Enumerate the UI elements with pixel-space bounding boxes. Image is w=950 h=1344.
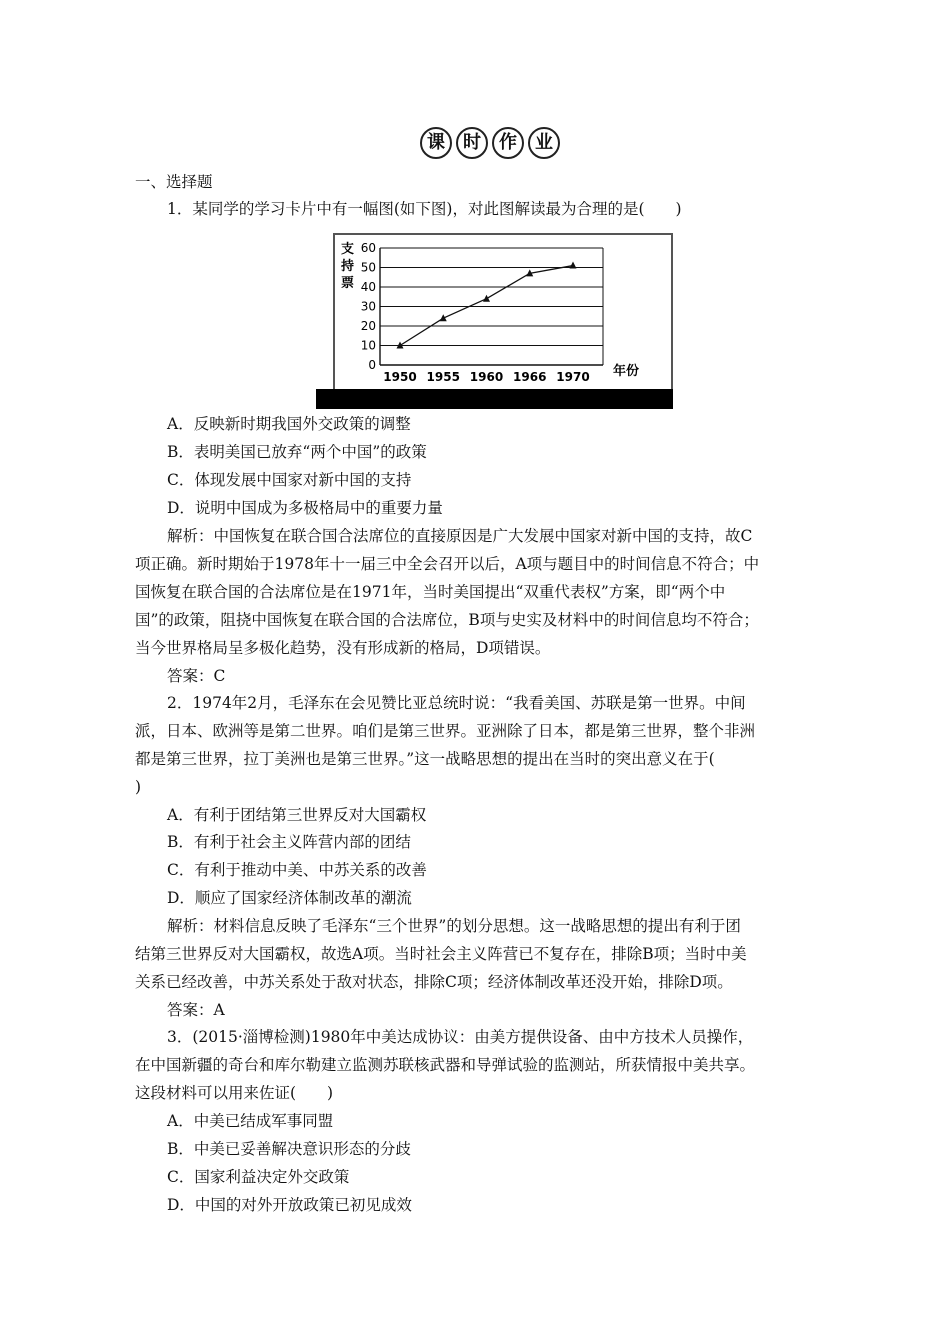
page-title — [420, 127, 560, 159]
q1-analysis-line: 当今世界格局呈多极化趋势，没有形成新的格局，D项错误。 — [135, 639, 551, 657]
q3-stem-line: 3．(2015·淄博检测)1980年中美达成协议：由美方提供设备、由中方技术人员操作， — [167, 1028, 754, 1046]
y-tick-label: 60 — [360, 241, 376, 255]
series-line — [400, 266, 573, 346]
x-tick-label: 1950 — [383, 370, 417, 384]
y-axis-label-char: 持 — [341, 259, 355, 274]
title-char: 课 — [420, 127, 452, 159]
y-tick-label: 10 — [360, 338, 376, 353]
y-axis-label — [341, 241, 354, 291]
q3-option-c: C．国家利益决定外交政策 — [167, 1168, 350, 1186]
q2-option-d: D．顺应了国家经济体制改革的潮流 — [167, 889, 412, 907]
q2-option-a: A．有利于团结第三世界反对大国霸权 — [167, 806, 427, 824]
x-tick-label: 1966 — [513, 370, 547, 384]
q3-option-b: B．中美已妥善解决意识形态的分歧 — [167, 1140, 411, 1158]
q3-option-a: A．中美已结成军事同盟 — [167, 1112, 334, 1130]
title-char: 作 — [492, 127, 524, 159]
y-tick-label: 0 — [368, 358, 376, 372]
x-tick-label: 1960 — [469, 370, 504, 384]
q3-option-d: D．中国的对外开放政策已初见成效 — [167, 1196, 412, 1214]
q2-analysis-line: 解析：材料信息反映了毛泽东“三个世界”的划分思想。这一战略思想的提出有利于团 — [167, 917, 741, 935]
q2-stem-line: 派，日本、欧洲等是第二世界。咱们是第三世界。亚洲除了日本，都是第三世界，整个非洲 — [135, 722, 756, 740]
q2-stem-line: ) — [135, 778, 142, 796]
q1-option-d: D．说明中国成为多极格局中的重要力量 — [167, 499, 443, 517]
y-tick-label: 20 — [360, 319, 376, 333]
q1-analysis-line: 国恢复在联合国的合法席位是在1971年，当时美国提出“双重代表权”方案，即“两个中 — [135, 583, 726, 601]
section-heading: 一、选择题 — [135, 173, 213, 191]
data-point — [570, 262, 577, 269]
redacted-caption-bar — [316, 389, 673, 409]
q1-analysis-line: 项正确。新时期始于1978年十一届三中全会召开以后，A项与题目中的时间信息不符合；中 — [135, 555, 760, 573]
q1-option-a: A．反映新时期我国外交政策的调整 — [167, 415, 411, 433]
q2-option-b: B．有利于社会主义阵营内部的团结 — [167, 833, 411, 851]
q2-analysis-line: 结第三世界反对大国霸权，故选A项。当时社会主义阵营已不复存在，排除B项；当时中美 — [135, 945, 747, 963]
q2-option-c: C．有利于推动中美、中苏关系的改善 — [167, 861, 427, 879]
y-tick-label: 30 — [360, 299, 376, 314]
q1-option-c: C．体现发展中国家对新中国的支持 — [167, 471, 412, 489]
title-char: 时 — [456, 127, 488, 159]
data-point — [483, 295, 490, 302]
q3-stem-line: 这段材料可以用来佐证( ) — [135, 1084, 334, 1102]
q2-answer: 答案：A — [167, 1001, 225, 1019]
q2-analysis-line: 关系已经改善，中苏关系处于敌对状态，排除C项；经济体制改革还没开始，排除D项。 — [135, 973, 733, 991]
q1-answer: 答案：C — [167, 667, 226, 685]
y-axis-label-char: 支 — [341, 242, 355, 257]
q3-stem-line: 在中国新疆的奇台和库尔勒建立监测苏联核武器和导弹试验的监测站，所获情报中美共享。 — [135, 1056, 756, 1074]
y-axis-label-char: 票 — [341, 276, 355, 291]
title-char: 业 — [528, 127, 560, 159]
q1-option-b: B．表明美国已放弃“两个中国”的政策 — [167, 443, 427, 461]
x-tick-label: 1970 — [556, 370, 590, 384]
y-tick-label: 50 — [360, 260, 376, 275]
line-chart — [335, 235, 671, 391]
q1-stem: 1．某同学的学习卡片中有一幅图(如下图)，对此图解读最为合理的是( ) — [167, 200, 682, 218]
q1-analysis-line: 国”的政策，阻挠中国恢复在联合国的合法席位，B项与史实及材料中的时间信息均不符合； — [135, 611, 759, 629]
q2-stem-line: 2．1974年2月，毛泽东在会见赞比亚总统时说：“我看美国、苏联是第一世界。中间 — [167, 694, 746, 712]
chart-frame — [333, 233, 673, 393]
x-axis-label: 年份 — [613, 364, 640, 379]
q1-analysis-line: 解析：中国恢复在联合国合法席位的直接原因是广大发展中国家对新中国的支持，故C — [167, 527, 753, 545]
y-tick-label: 40 — [360, 280, 376, 294]
q2-stem-line: 都是第三世界，拉丁美洲也是第三世界。”这一战略思想的提出在当时的突出意义在于( — [135, 750, 715, 768]
x-tick-label: 1955 — [426, 370, 460, 384]
